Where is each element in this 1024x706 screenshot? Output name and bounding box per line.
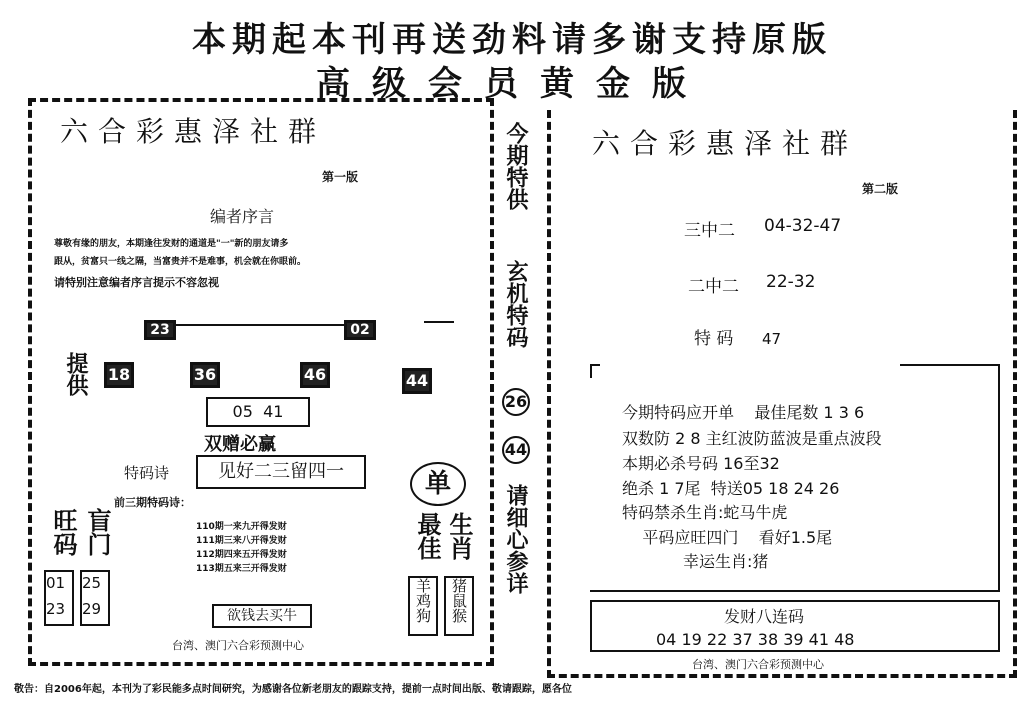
row3-label: 特 码 [694, 329, 734, 349]
sheng-label: 生肖 [445, 512, 473, 560]
mang-label: 盲门 [83, 508, 111, 556]
mid-text3: 请细心参详 [503, 484, 528, 594]
row3-val: 47 [762, 330, 782, 348]
left-title: 六合彩惠泽社群 [60, 115, 327, 148]
info-box-top [900, 364, 1000, 366]
info-line-4: 绝杀 1 7尾 特送05 18 24 26 [622, 479, 840, 498]
right-edition: 第二版 [862, 182, 899, 196]
mang-num-1: 25 [82, 574, 102, 592]
eight-title: 发财八连码 [724, 607, 805, 626]
num-23: 23 [144, 320, 176, 340]
info-line-1: 今期特码应开单 最佳尾数 1 3 6 [622, 403, 865, 422]
eight-nums: 04 19 22 37 38 39 41 48 [656, 630, 855, 649]
info-line-6: 平码应旺四门 看好1.5尾 [622, 528, 833, 547]
info-line-7: 幸运生肖:猪 [622, 552, 769, 571]
left-edition: 第一版 [322, 170, 359, 184]
row2-label: 二中二 [688, 277, 739, 297]
preface-line1: 尊敬有缘的朋友，本期逢往发财的通道是"一"新的朋友请多 [54, 239, 289, 249]
provide-num-1: 18 [104, 362, 134, 388]
mid-circle-1: 26 [502, 388, 530, 416]
prev-line-3: 112期四来五开得发财 [196, 550, 287, 560]
best-zodiac-a: 羊鸡狗 [408, 576, 438, 636]
prev-line-1: 110期一来九开得发财 [196, 522, 287, 532]
num-02: 02 [344, 320, 376, 340]
divider-short [424, 321, 454, 323]
provide-num-4: 44 [402, 368, 432, 394]
provide-num-2: 36 [190, 362, 220, 388]
mid-text1: 今期特供 [503, 122, 528, 210]
pick-box: 05 41 [206, 397, 310, 427]
right-title: 六合彩惠泽社群 [592, 127, 859, 160]
poem-box: 见好二三留四一 [196, 455, 366, 489]
preface-title: 编者序言 [210, 207, 275, 226]
wang-num-2: 23 [46, 600, 66, 618]
prev-line-4: 113期五来三开得发财 [196, 564, 287, 574]
best-zodiac-b: 猪鼠猴 [444, 576, 474, 636]
wang-label: 旺码 [49, 508, 77, 556]
row1-label: 三中二 [684, 221, 735, 241]
shuang-text: 双赠必赢 [204, 434, 276, 455]
info-box-corner [590, 364, 600, 378]
left-center: 台湾、澳门六合彩预测中心 [172, 639, 304, 652]
mang-num-2: 29 [82, 600, 102, 618]
prev-line-2: 111期三来八开得发财 [196, 536, 287, 546]
prev-label: 前三期特码诗： [114, 496, 191, 509]
header-line2: 高级会员黄金版 [316, 64, 708, 104]
info-line-3: 本期必杀号码 16至32 [622, 454, 780, 473]
dan-circle: 单 [410, 462, 466, 506]
header-line1: 本期起本刊再送劲料请多谢支持原版 [192, 20, 832, 60]
preface-note: 请特别注意编者序言提示不容忽视 [54, 276, 219, 289]
preface-line2: 跟从，贫富只一线之隔，当富贵并不是难事，机会就在你眼前。 [54, 257, 307, 267]
provide-num-3: 46 [300, 362, 330, 388]
mid-text2: 玄机特码 [503, 260, 528, 348]
best-label: 最佳 [413, 512, 441, 560]
right-center: 台湾、澳门六合彩预测中心 [692, 658, 824, 671]
poem-label: 特码诗 [124, 464, 170, 482]
footer-note: 敬告：自2006年起，本刊为了彩民能多点时间研究，为感谢各位新老朋友的跟踪支持，提前一点时间出版、敬请跟踪，愿各位 [14, 684, 572, 695]
mid-circle-2: 44 [502, 436, 530, 464]
row2-val: 22-32 [766, 272, 816, 292]
divider [176, 324, 346, 326]
info-line-5: 特码禁杀生肖:蛇马牛虎 [622, 503, 788, 522]
row1-val: 04-32-47 [764, 216, 842, 236]
info-line-2: 双数防 2 8 主红波防蓝波是重点波段 [622, 429, 882, 448]
provide-label: 提供 [63, 352, 88, 396]
wang-num-1: 01 [46, 574, 66, 592]
money-box: 欲钱去买牛 [212, 604, 312, 628]
